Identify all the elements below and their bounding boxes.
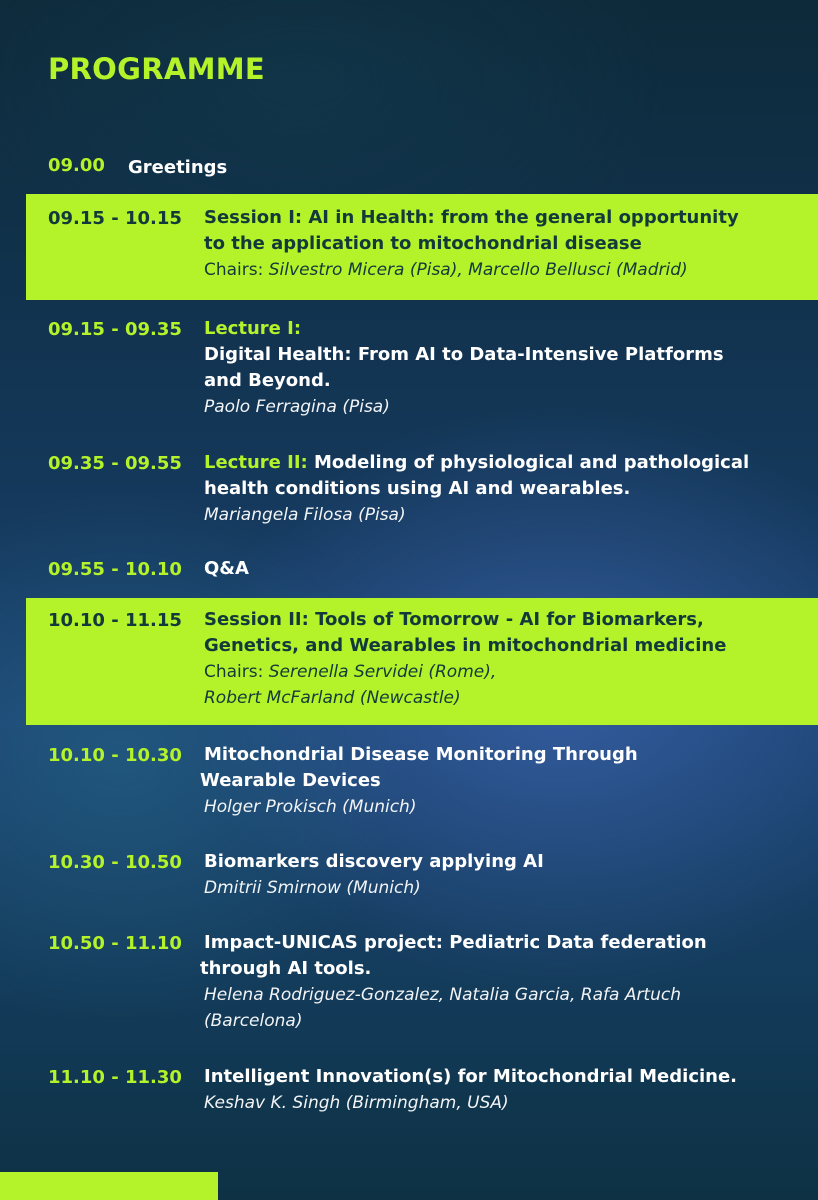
- item-time: 11.10 - 11.30: [48, 1067, 182, 1088]
- session-chairs: [204, 659, 818, 685]
- item-speaker: Paolo Ferragina (Pisa): [204, 397, 390, 417]
- session-title-line-1: Session I: AI in Health: from the general opportunity: [204, 207, 739, 228]
- item-title: Intelligent Innovation(s) for Mitochondrial Medicine.: [204, 1066, 738, 1087]
- item-title-line-1: Modeling of physiological and pathological: [307, 452, 750, 473]
- item-speaker: Holger Prokisch (Munich): [204, 797, 417, 817]
- session-title-line-2: Genetics, and Wearables in mitochondrial medicine: [204, 635, 727, 656]
- item-speaker: Dmitrii Smirnow (Munich): [204, 878, 421, 898]
- decorative-corner-block: [0, 1172, 218, 1200]
- item-title-line-1: Digital Health: From AI to Data-Intensive Platforms: [204, 344, 724, 365]
- item-speaker: Mariangela Filosa (Pisa): [204, 505, 406, 525]
- item-title: Greetings: [128, 157, 228, 178]
- chairs-names: Silvestro Micera (Pisa), Marcello Bellusci (Madrid): [268, 260, 688, 280]
- item-title-line-2: through AI tools.: [200, 958, 372, 979]
- item-title-line-2: Wearable Devices: [200, 770, 381, 791]
- item-speaker-line-1: Helena Rodriguez-Gonzalez, Natalia Garcia, Rafa Artuch: [204, 985, 681, 1005]
- item-time: 09.15 - 09.35: [48, 319, 182, 340]
- item-time: 10.10 - 10.30: [48, 745, 182, 766]
- item-title-line-1: Mitochondrial Disease Monitoring Through: [204, 744, 638, 765]
- item-speaker-line-2: (Barcelona): [204, 1011, 303, 1031]
- item-title: Biomarkers discovery applying AI: [204, 851, 544, 872]
- session-time: 10.10 - 11.15: [48, 610, 182, 631]
- session-title-line-1: Session II: Tools of Tomorrow - AI for Biomarkers,: [204, 609, 704, 630]
- session-title-line-2: to the application to mitochondrial disease: [204, 233, 642, 254]
- item-speaker: Keshav K. Singh (Birmingham, USA): [204, 1093, 509, 1113]
- item-title: Q&A: [204, 558, 249, 579]
- lecture-label: Lecture I:: [204, 318, 302, 339]
- session-chairs: [204, 257, 818, 283]
- item-time: 10.30 - 10.50: [48, 852, 182, 873]
- chairs-label: Chairs:: [204, 260, 269, 280]
- lecture-label: Lecture II:: [204, 452, 308, 473]
- item-title-line-2: health conditions using AI and wearables.: [204, 478, 631, 499]
- item-title-line-1: Impact-UNICAS project: Pediatric Data federation: [204, 932, 707, 953]
- chairs-name-1: Serenella Servidei (Rome),: [268, 662, 497, 682]
- page-title: PROGRAMME: [48, 52, 266, 86]
- item-time: 09.55 - 10.10: [48, 559, 182, 580]
- session-band-1: [26, 194, 818, 300]
- item-time: 09.35 - 09.55: [48, 453, 182, 474]
- session-band-2: [26, 598, 818, 725]
- item-time: 10.50 - 11.10: [48, 933, 182, 954]
- chairs-label: Chairs:: [204, 662, 269, 682]
- item-title-line-2: and Beyond.: [204, 370, 331, 391]
- item-time: 09.00: [48, 155, 105, 176]
- session-time: 09.15 - 10.15: [48, 208, 182, 229]
- chairs-name-2: Robert McFarland (Newcastle): [204, 688, 461, 708]
